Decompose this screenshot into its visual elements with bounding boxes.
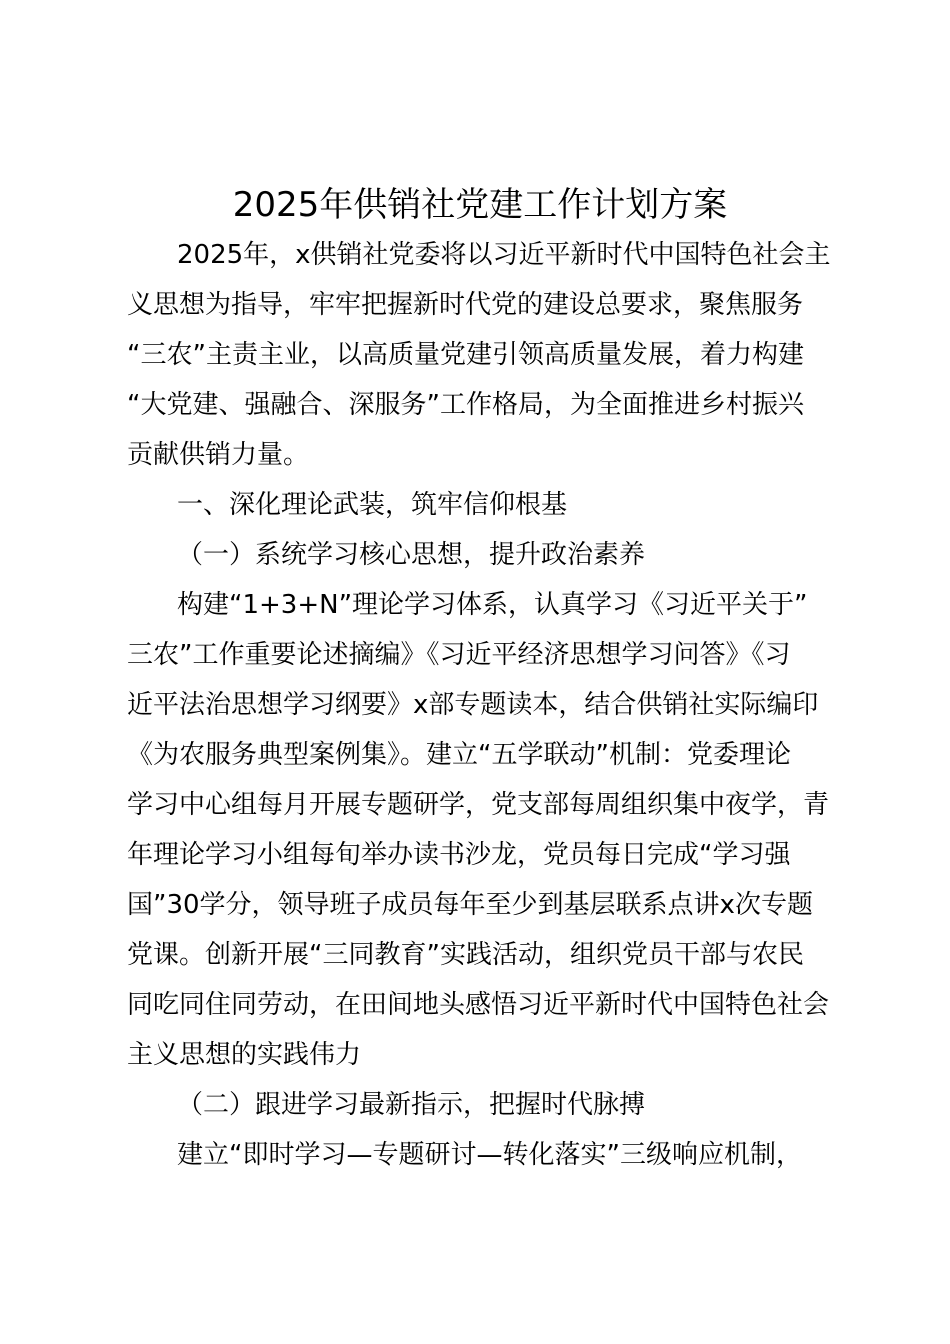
document-title: 2025年供销社党建工作计划方案 xyxy=(232,185,728,225)
text-line: 义思想为指导，牢牢把握新时代党的建设总要求，聚焦服务 xyxy=(127,290,804,320)
section-heading: 一、深化理论武装，筑牢信仰根基 xyxy=(177,490,568,520)
text-line: 主义思想的实践伟力 xyxy=(127,1040,362,1070)
text-line: 建立“即时学习—专题研讨—转化落实”三级响应机制， xyxy=(177,1140,802,1170)
text-line: 同吃同住同劳动，在田间地头感悟习近平新时代中国特色社会 xyxy=(127,990,830,1020)
subsection-heading: （二）跟进学习最新指示，把握时代脉搏 xyxy=(177,1090,646,1120)
text-line: 2025年，x供销社党委将以习近平新时代中国特色社会主 xyxy=(177,240,831,270)
subsection-heading: （一）系统学习核心思想，提升政治素养 xyxy=(177,540,646,570)
text-line: “大党建、强融合、深服务”工作格局，为全面推进乡村振兴 xyxy=(127,390,804,420)
text-line: 《为农服务典型案例集》。建立“五学联动”机制：党委理论 xyxy=(127,740,791,770)
text-line: 学习中心组每月开展专题研学，党支部每周组织集中夜学，青 xyxy=(127,790,830,820)
text-line: “三农”主责主业，以高质量党建引领高质量发展，着力构建 xyxy=(127,340,804,370)
text-line: 年理论学习小组每旬举办读书沙龙，党员每日完成“学习强 xyxy=(127,840,791,870)
text-line: 构建“1+3+N”理论学习体系，认真学习《习近平关于” xyxy=(177,590,808,620)
text-line: 贡献供销力量。 xyxy=(127,440,310,470)
text-line: 党课。创新开展“三同教育”实践活动，组织党员干部与农民 xyxy=(127,940,804,970)
text-line: 三农”工作重要论述摘编》《习近平经济思想学习问答》《习 xyxy=(127,640,791,670)
text-line: 近平法治思想学习纲要》x部专题读本，结合供销社实际编印 xyxy=(127,690,819,720)
text-line: 国”30学分，领导班子成员每年至少到基层联系点讲x次专题 xyxy=(127,890,813,920)
